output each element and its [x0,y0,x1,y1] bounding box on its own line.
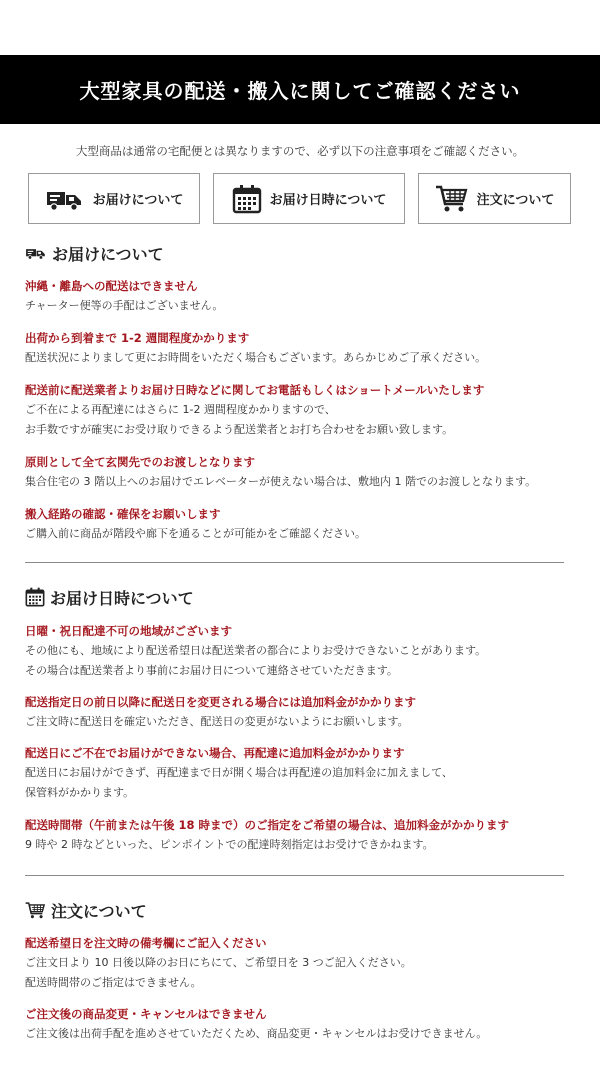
notice-body: 配送状況によりまして更にお時間をいただく場合もございます。あらかじめご了承ください。 [25,351,487,364]
notice-title: 搬入経路の確認・確保をお願いします [25,507,221,521]
notice-item [25,933,585,993]
notice-item [25,452,585,492]
calendar-icon [232,184,262,214]
notice-body: その他にも、地域により配送希望日は配送業者の都合によりお受けできないことがあります。 [25,644,487,657]
notice-body: ご注文時に配送日を確定いただき、配送日の変更がないようにお願いします。 [25,715,409,728]
section-title: お届け日時について [50,588,194,608]
page-banner [0,55,600,124]
notice-body: ご不在による再配達にはさらに 1-2 週間程度かかりますので、 [25,403,336,416]
nav-delivery-label: お届けについて [92,193,184,208]
truck-icon [25,245,47,261]
notice-item [25,276,585,316]
section-delivery-heading [25,242,585,264]
calendar-icon [25,587,45,607]
notice-title: 出荷から到着まで 1-2 週間程度かかります [25,331,250,345]
notice-body: 配送時間帯のご指定はできません。 [25,976,202,989]
notice-item [25,328,585,368]
nav-delivery-button[interactable] [28,173,200,224]
notice-title: 配送時間帯（午前または午後 18 時まで）のご指定をご希望の場合は、追加料金がかかります [25,818,510,832]
notice-title: 沖縄・離島への配送はできません [25,279,198,293]
notice-body: チャーター便等の手配はございません。 [25,299,224,312]
notice-item [25,692,585,732]
section-datetime [25,586,585,851]
notice-body: その場合は配送業者より事前にお届け日について連絡させていただきます。 [25,664,398,677]
notice-body: 保管料がかかります。 [25,786,135,799]
banner-title: 大型家具の配送・搬入に関してご確認ください [79,79,521,103]
nav-datetime-button[interactable] [213,173,405,224]
truck-icon [45,186,85,212]
nav-datetime-label: お届け日時について [269,193,387,208]
notice-title: 配送指定日の前日以降に配送日を変更される場合には追加料金がかかります [25,695,416,709]
section-order [25,899,585,1040]
notice-body: ご注文後は出荷手配を進めさせていただくため、商品変更・キャンセルはお受けできません。 [25,1027,488,1040]
section-order-heading [25,899,585,921]
notice-title: 原則として全て玄関先でのお渡しとなります [25,455,255,469]
notice-title: 配送前に配送業者よりお届け日時などに関してお電話もしくはショートメールいたします [25,383,485,397]
section-delivery [25,242,585,540]
notice-body: 集合住宅の 3 階以上へのお届けでエレベーターが使えない場合は、敷地内 1 階でのお渡しとなります。 [25,475,537,488]
notice-item [25,504,585,544]
nav-order-label: 注文について [476,193,555,208]
notice-body: ご注文日より 10 日後以降のお日にちにて、ご希望日を 3 つご記入ください。 [25,956,412,969]
section-title: 注文について [51,901,147,921]
nav-order-button[interactable] [418,173,571,224]
notice-body: 9 時や 2 時などといった、ピンポイントでの配達時刻指定はお受けできかねます。 [25,838,434,851]
cart-icon [25,901,46,920]
section-title: お届けについて [52,244,164,264]
section-divider [25,875,564,876]
notice-item [25,743,585,803]
notice-title: ご注文後の商品変更・キャンセルはできません [25,1007,267,1021]
notice-title: 日曜・祝日配達不可の地域がございます [25,624,232,638]
notice-item [25,1004,585,1044]
notice-body: お手数ですが確実にお受け取りできるよう配送業者とお打ち合わせをお願い致します。 [25,423,454,436]
notice-title: 配送日にご不在でお届けができない場合、再配達に追加料金がかかります [25,746,405,760]
notice-body: 配送日にお届けができず、再配達まで日が開く場合は再配達の追加料金に加えまして、 [25,766,453,779]
notice-item [25,380,585,440]
section-datetime-heading [25,586,585,608]
notice-item [25,621,585,681]
notice-item [25,815,585,855]
notice-title: 配送希望日を注文時の備考欄にご記入ください [25,936,267,950]
cart-icon [435,184,469,214]
notice-body: ご購入前に商品が階段や廊下を通ることが可能かをご確認ください。 [25,527,366,540]
intro-text: 大型商品は通常の宅配便とは異なりますので、必ず以下の注意事項をご確認ください。 [75,144,525,158]
section-divider [25,562,564,563]
